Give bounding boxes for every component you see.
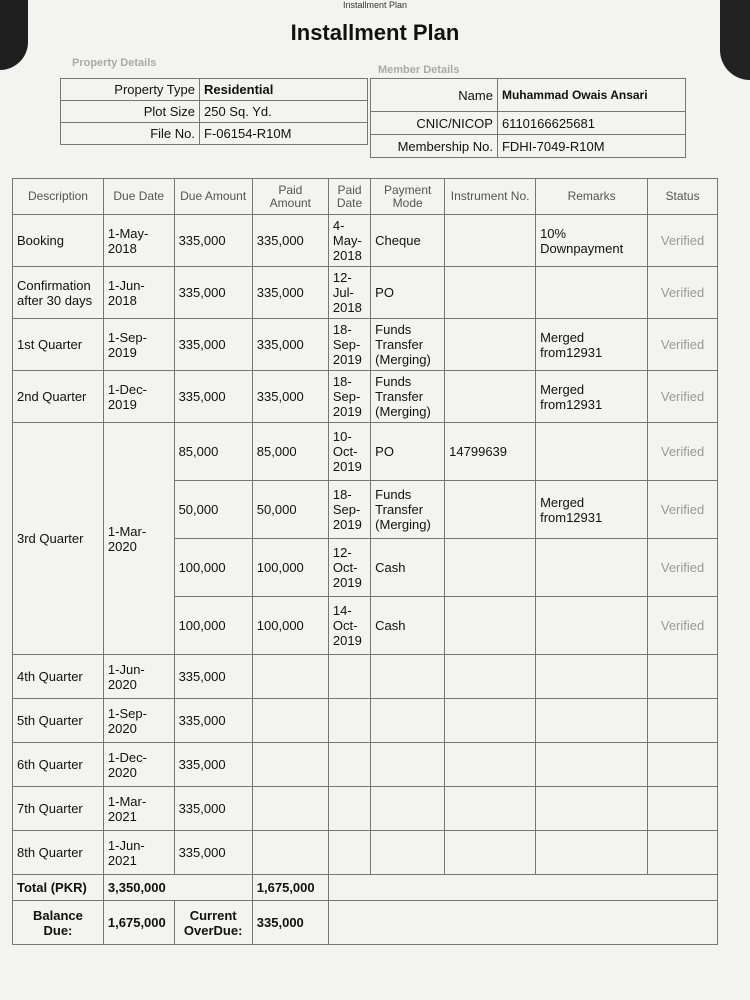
table-cell: 335,000 bbox=[252, 215, 328, 267]
table-cell: 10% Downpayment bbox=[536, 215, 648, 267]
table-cell bbox=[536, 267, 648, 319]
table-row bbox=[13, 319, 718, 371]
column-header: Remarks bbox=[536, 179, 648, 215]
status-badge: Verified bbox=[648, 423, 718, 481]
table-cell: 1-Mar-2021 bbox=[103, 787, 174, 831]
table-cell: Cash bbox=[371, 597, 445, 655]
table-row bbox=[13, 787, 718, 831]
table-cell bbox=[445, 319, 536, 371]
table-cell: Merged from12931 bbox=[536, 371, 648, 423]
table-cell: 6th Quarter bbox=[13, 743, 104, 787]
table-cell: 335,000 bbox=[252, 371, 328, 423]
status-badge: Verified bbox=[648, 539, 718, 597]
table-cell: 1-Sep-2019 bbox=[103, 319, 174, 371]
table-cell: 335,000 bbox=[252, 319, 328, 371]
table-cell bbox=[445, 215, 536, 267]
running-header: Installment Plan bbox=[342, 0, 408, 10]
table-cell: 335,000 bbox=[174, 655, 252, 699]
table-cell: 4th Quarter bbox=[13, 655, 104, 699]
column-header: Due Date bbox=[103, 179, 174, 215]
member-details-table bbox=[370, 78, 686, 158]
member-section-label: Member Details bbox=[378, 64, 460, 76]
table-cell: 85,000 bbox=[252, 423, 328, 481]
table-cell: 335,000 bbox=[174, 699, 252, 743]
table-cell: 335,000 bbox=[174, 371, 252, 423]
table-cell: 1-Sep-2020 bbox=[103, 699, 174, 743]
page-title: Installment Plan bbox=[290, 20, 460, 45]
column-header: Payment Mode bbox=[371, 179, 445, 215]
table-cell: 335,000 bbox=[174, 319, 252, 371]
table-cell: PO bbox=[371, 267, 445, 319]
table-row bbox=[13, 655, 718, 699]
total-row bbox=[13, 875, 718, 901]
table-cell: 1-Jun-2020 bbox=[103, 655, 174, 699]
table-row bbox=[13, 831, 718, 875]
table-cell: 1-May-2018 bbox=[103, 215, 174, 267]
table-cell: PO bbox=[371, 423, 445, 481]
table-cell: 12-Oct-2019 bbox=[328, 539, 370, 597]
total-due: 3,350,000 bbox=[103, 875, 252, 901]
table-cell: 1st Quarter bbox=[13, 319, 104, 371]
table-cell: 50,000 bbox=[252, 481, 328, 539]
property-section-label: Property Details bbox=[72, 57, 157, 69]
table-cell: F-06154-R10M bbox=[200, 123, 368, 145]
column-header: Paid Date bbox=[328, 179, 370, 215]
table-cell: Membership No. bbox=[371, 135, 498, 158]
table-cell: 18-Sep-2019 bbox=[328, 319, 370, 371]
table-row bbox=[13, 371, 718, 423]
table-cell: 1-Jun-2018 bbox=[103, 267, 174, 319]
overdue-label: Current OverDue: bbox=[174, 901, 252, 945]
table-cell: 4-May-2018 bbox=[328, 215, 370, 267]
table-cell: 100,000 bbox=[174, 597, 252, 655]
table-cell: 6110166625681 bbox=[497, 112, 685, 135]
table-cell bbox=[445, 371, 536, 423]
column-header: Due Amount bbox=[174, 179, 252, 215]
table-row bbox=[61, 123, 368, 145]
status-badge: Verified bbox=[648, 481, 718, 539]
table-cell: 18-Sep-2019 bbox=[328, 371, 370, 423]
column-header: Instrument No. bbox=[445, 179, 536, 215]
table-row bbox=[13, 423, 718, 481]
column-header: Paid Amount bbox=[252, 179, 328, 215]
table-cell: 335,000 bbox=[174, 743, 252, 787]
table-cell: 335,000 bbox=[174, 831, 252, 875]
table-cell: 335,000 bbox=[174, 267, 252, 319]
table-row bbox=[13, 267, 718, 319]
table-cell: Funds Transfer (Merging) bbox=[371, 319, 445, 371]
table-cell: 8th Quarter bbox=[13, 831, 104, 875]
table-cell: FDHI-7049-R10M bbox=[497, 135, 685, 158]
column-header: Description bbox=[13, 179, 104, 215]
table-cell: Name bbox=[371, 79, 498, 112]
table-cell: Booking bbox=[13, 215, 104, 267]
table-cell: Cash bbox=[371, 539, 445, 597]
balance-row bbox=[13, 901, 718, 945]
table-cell: Merged from12931 bbox=[536, 319, 648, 371]
table-cell: 85,000 bbox=[174, 423, 252, 481]
table-row bbox=[61, 101, 368, 123]
table-cell: 1-Jun-2021 bbox=[103, 831, 174, 875]
table-cell: File No. bbox=[61, 123, 200, 145]
table-cell: 335,000 bbox=[174, 215, 252, 267]
table-row bbox=[13, 743, 718, 787]
table-cell: Confirmation after 30 days bbox=[13, 267, 104, 319]
table-row bbox=[371, 79, 686, 112]
table-row bbox=[13, 215, 718, 267]
total-paid: 1,675,000 bbox=[252, 875, 328, 901]
table-cell bbox=[536, 423, 648, 481]
table-cell bbox=[445, 481, 536, 539]
status-badge: Verified bbox=[648, 319, 718, 371]
table-cell: Plot Size bbox=[61, 101, 200, 123]
table-cell: 1-Dec-2020 bbox=[103, 743, 174, 787]
table-cell: 18-Sep-2019 bbox=[328, 481, 370, 539]
table-cell: 100,000 bbox=[174, 539, 252, 597]
installment-table bbox=[12, 178, 718, 945]
table-row bbox=[13, 699, 718, 743]
table-cell: Funds Transfer (Merging) bbox=[371, 481, 445, 539]
table-cell: 7th Quarter bbox=[13, 787, 104, 831]
table-cell: 335,000 bbox=[174, 787, 252, 831]
property-details-table bbox=[60, 78, 368, 145]
table-cell: 3rd Quarter bbox=[13, 423, 104, 655]
total-label: Total (PKR) bbox=[13, 875, 104, 901]
status-badge: Verified bbox=[648, 215, 718, 267]
column-header: Status bbox=[648, 179, 718, 215]
table-cell: CNIC/NICOP bbox=[371, 112, 498, 135]
status-badge: Verified bbox=[648, 597, 718, 655]
table-cell: Residential bbox=[200, 79, 368, 101]
balance-value: 1,675,000 bbox=[103, 901, 174, 945]
table-cell: 250 Sq. Yd. bbox=[200, 101, 368, 123]
table-cell: 100,000 bbox=[252, 539, 328, 597]
table-cell: 12-Jul-2018 bbox=[328, 267, 370, 319]
table-cell: 335,000 bbox=[252, 267, 328, 319]
table-cell: 14-Oct-2019 bbox=[328, 597, 370, 655]
table-cell: Property Type bbox=[61, 79, 200, 101]
table-cell bbox=[445, 267, 536, 319]
table-row bbox=[371, 112, 686, 135]
table-cell: 2nd Quarter bbox=[13, 371, 104, 423]
overdue-value: 335,000 bbox=[252, 901, 328, 945]
balance-label: Balance Due: bbox=[13, 901, 104, 945]
table-cell: Merged from12931 bbox=[536, 481, 648, 539]
table-cell: 10-Oct-2019 bbox=[328, 423, 370, 481]
table-cell: 100,000 bbox=[252, 597, 328, 655]
table-cell: Muhammad Owais Ansari bbox=[497, 79, 685, 112]
table-cell: Cheque bbox=[371, 215, 445, 267]
table-cell bbox=[536, 597, 648, 655]
table-header-row bbox=[13, 179, 718, 215]
status-badge: Verified bbox=[648, 371, 718, 423]
table-row bbox=[371, 135, 686, 158]
table-cell: 1-Dec-2019 bbox=[103, 371, 174, 423]
table-cell: 14799639 bbox=[445, 423, 536, 481]
table-cell bbox=[536, 539, 648, 597]
table-cell bbox=[445, 539, 536, 597]
table-cell: 50,000 bbox=[174, 481, 252, 539]
status-badge: Verified bbox=[648, 267, 718, 319]
table-cell bbox=[445, 597, 536, 655]
table-cell: Funds Transfer (Merging) bbox=[371, 371, 445, 423]
table-cell: 5th Quarter bbox=[13, 699, 104, 743]
table-row bbox=[61, 79, 368, 101]
table-cell: 1-Mar-2020 bbox=[103, 423, 174, 655]
